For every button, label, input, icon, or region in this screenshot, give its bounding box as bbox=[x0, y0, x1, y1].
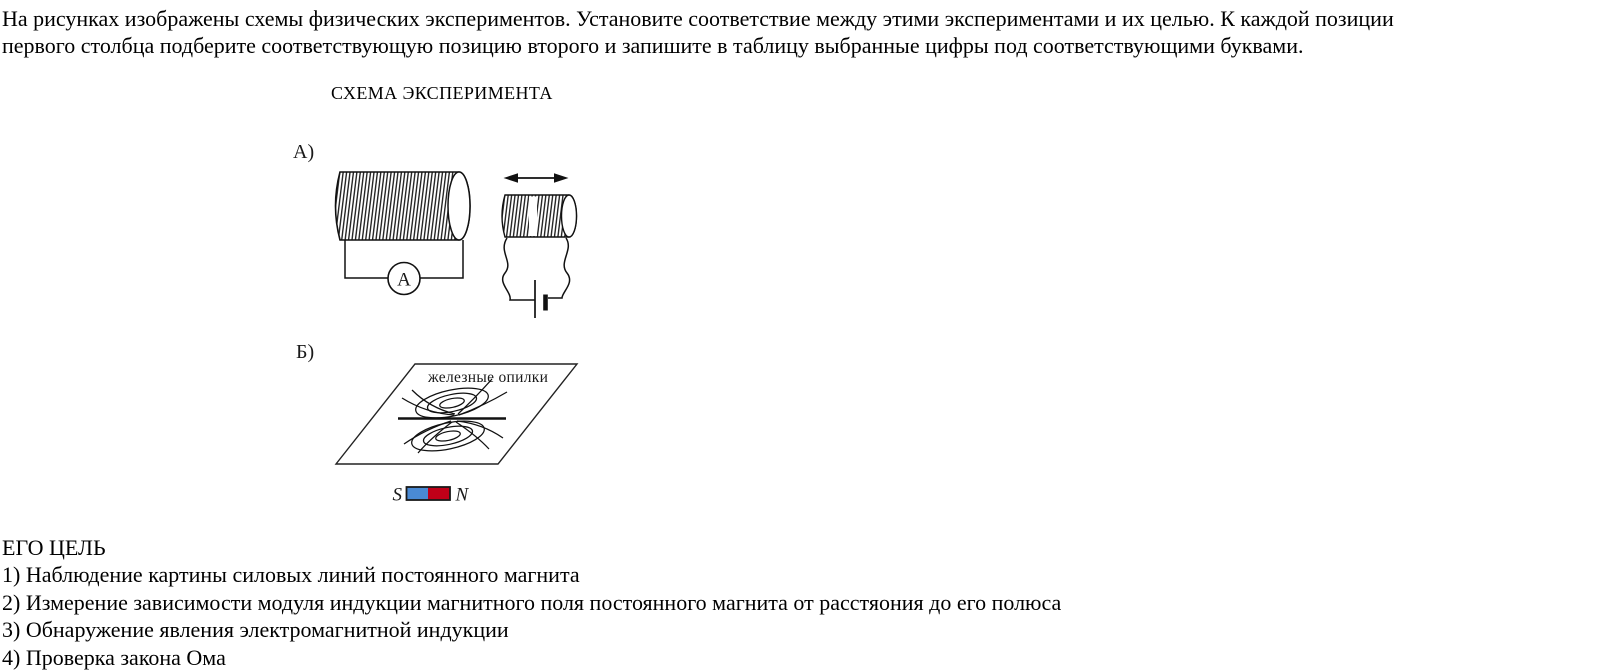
primary-coil bbox=[336, 172, 471, 240]
purpose-option-3: 3) Обнаружение явления электромагнитной индукции bbox=[2, 617, 509, 643]
battery-icon bbox=[535, 280, 546, 318]
north-pole-label: N bbox=[455, 484, 469, 506]
intro-line-2: первого столбца подберите соответствующую позицию второго и запишите в таблицу выбранные цифры под соответствующими буквами. bbox=[2, 33, 1304, 58]
magnet-south-half bbox=[407, 487, 429, 500]
intro-paragraph bbox=[2, 5, 1394, 59]
bar-magnet bbox=[393, 485, 470, 506]
scheme-section-heading: СХЕМА ЭКСПЕРИМЕНТА bbox=[331, 83, 553, 103]
ammeter-letter: А bbox=[397, 269, 411, 291]
purpose-option-1: 1) Наблюдение картины силовых линий постоянного магнита bbox=[2, 562, 580, 588]
experiment-a-label: А) bbox=[293, 141, 315, 163]
experiment-b-diagram bbox=[296, 341, 577, 506]
experiment-a-diagram bbox=[293, 141, 577, 318]
battery-lead-left bbox=[503, 238, 535, 300]
purpose-section bbox=[2, 534, 1061, 671]
magnet-north-half bbox=[428, 487, 450, 500]
secondary-coil-highlight bbox=[529, 197, 537, 237]
ammeter bbox=[388, 263, 420, 295]
south-pole-label: S bbox=[392, 484, 402, 506]
primary-coil-opening bbox=[448, 172, 470, 240]
intro-line-1: На рисунках изображены схемы физических экспериментов. Установите соответствие между этими экспериментами и их целью. К каждой позиции bbox=[2, 6, 1394, 31]
secondary-coil bbox=[502, 195, 577, 237]
battery-lead-right bbox=[548, 238, 570, 298]
experiment-b-label: Б) bbox=[296, 341, 315, 363]
purpose-heading: ЕГО ЦЕЛЬ bbox=[2, 535, 106, 560]
purpose-option-2: 2) Измерение зависимости модуля индукции магнитного поля постоянного магнита от расстяония до его полюса bbox=[2, 589, 1062, 615]
purpose-option-4: 4) Проверка закона Ома bbox=[2, 644, 226, 670]
experiment-diagrams bbox=[280, 130, 600, 515]
secondary-coil-opening bbox=[562, 195, 577, 237]
filings-plane-caption: железные опилки bbox=[428, 369, 549, 386]
motion-arrow-icon bbox=[504, 173, 569, 182]
